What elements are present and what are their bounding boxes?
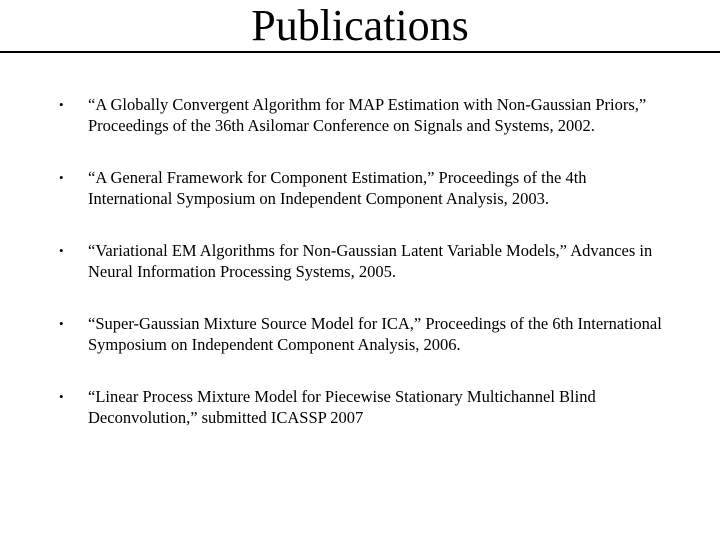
publication-text: “Linear Process Mixture Model for Piecewise Stationary Multichannel Blind Deconvolution,” submitted ICASSP 2007 xyxy=(88,387,596,427)
slide-title: Publications xyxy=(251,1,469,50)
publication-text: “A General Framework for Component Estimation,” Proceedings of the 4th International Symposium on Independent Component Analysis, 2003. xyxy=(88,168,587,208)
bullet-icon: • xyxy=(59,316,64,331)
publication-item xyxy=(0,313,720,355)
publication-text: “Super-Gaussian Mixture Source Model for ICA,” Proceedings of the 6th International Symposium on Independent Component Analysis, 2006. xyxy=(88,314,662,354)
bullet-icon: • xyxy=(59,389,64,404)
bullet-icon: • xyxy=(59,243,64,258)
publication-item xyxy=(0,240,720,282)
bullet-icon: • xyxy=(59,170,64,185)
publication-text: “A Globally Convergent Algorithm for MAP Estimation with Non-Gaussian Priors,” Proceedings of the 36th Asilomar Conference on Signals and Systems, 2002. xyxy=(88,95,647,135)
bullet-icon: • xyxy=(59,97,64,112)
publication-item xyxy=(0,386,720,428)
publication-item xyxy=(0,94,720,136)
publication-text: “Variational EM Algorithms for Non-Gaussian Latent Variable Models,” Advances in Neural Information Processing Systems, 2005. xyxy=(88,241,653,281)
title-underline xyxy=(0,51,720,53)
publication-list xyxy=(0,94,720,459)
publication-item xyxy=(0,167,720,209)
